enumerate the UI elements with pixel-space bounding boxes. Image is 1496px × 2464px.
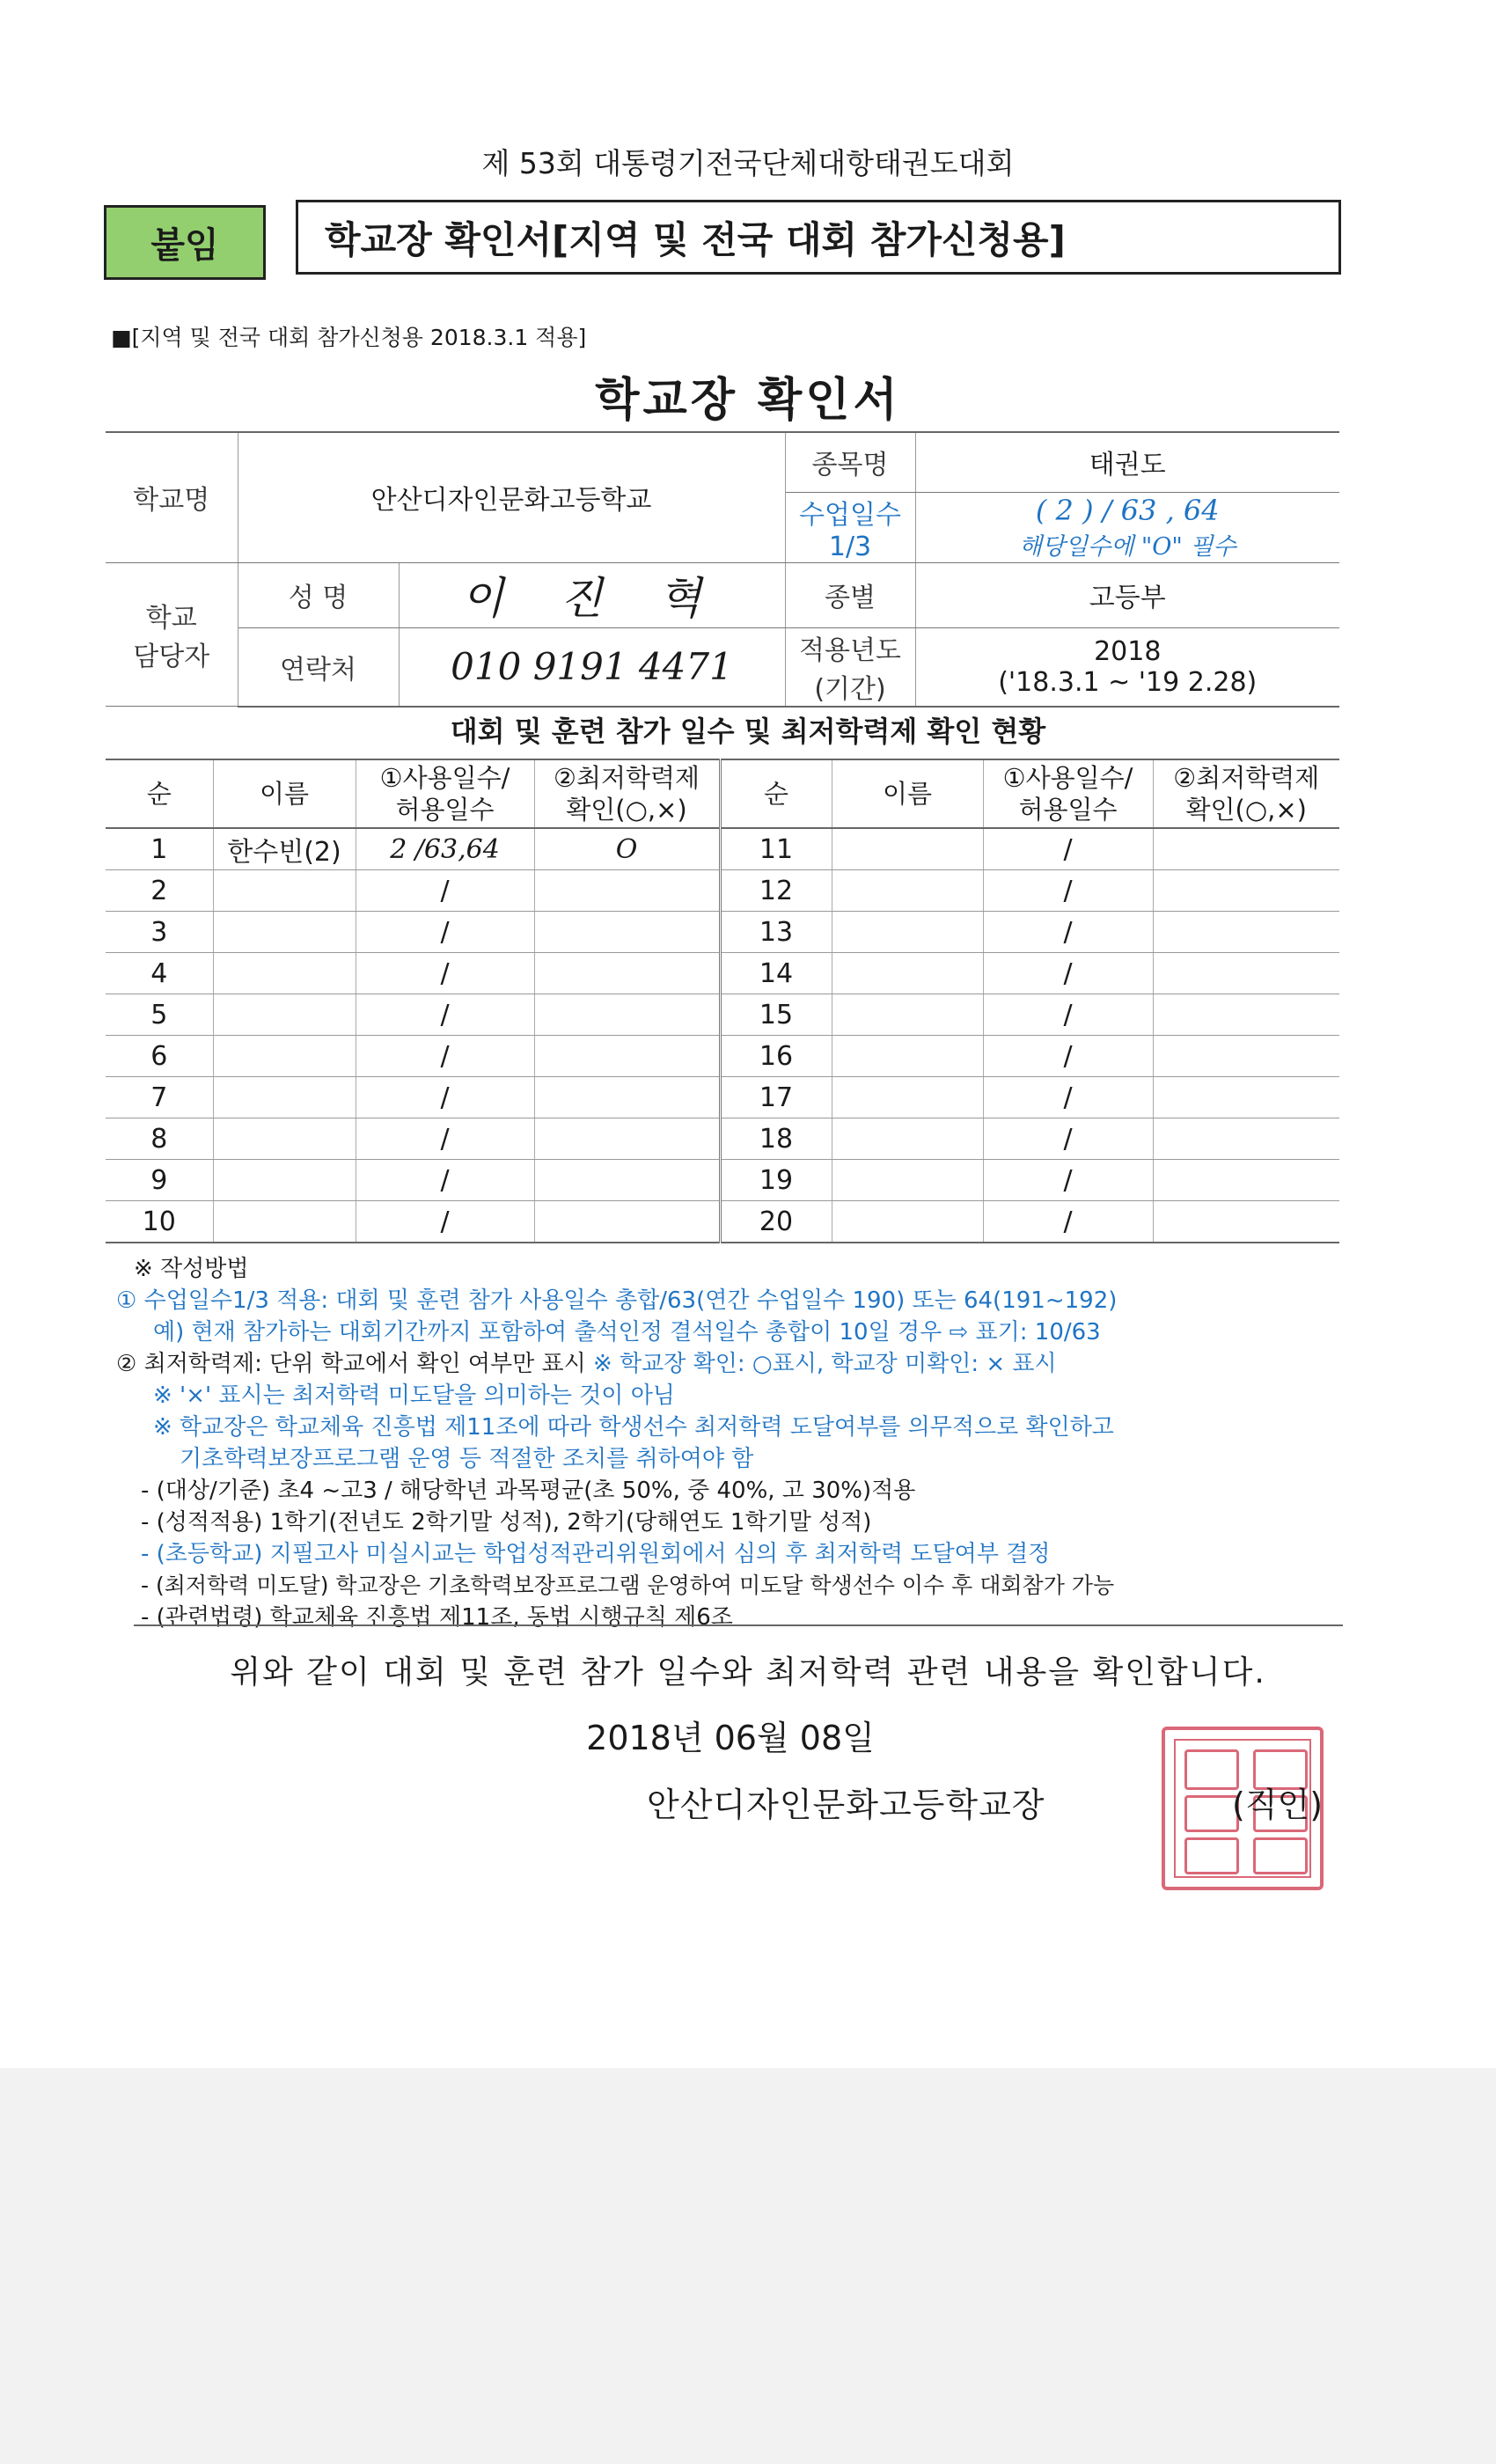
class-days-value: ( 2 ) / 63 , 64 해당일수에 "O" 필수	[915, 492, 1339, 562]
scan-background	[0, 2068, 1496, 2464]
header-days: ①사용일수/ 허용일수	[983, 759, 1153, 828]
note-dash-3: - (초등학교) 지필고사 미실시교는 학업성적관리위원회에서 심의 후 최저학력 도달여부 결정	[141, 1541, 1051, 1567]
class-days-label: 수업일수 1/3	[785, 492, 915, 562]
instructions	[116, 1253, 1366, 1633]
contact-label: 연락처	[238, 627, 399, 707]
table-row: 8 / 18 /	[106, 1118, 1339, 1160]
principal-title: 안산디자인문화고등학교장	[647, 1786, 1045, 1824]
header-no: 순	[106, 759, 213, 828]
status-title: 대회 및 훈련 참가 일수 및 최저학력제 확인 현황	[450, 715, 1046, 748]
table-row: 10 / 20 /	[106, 1201, 1339, 1243]
info-table	[106, 431, 1339, 708]
name-value: 이 진 혁	[399, 562, 785, 627]
school-label: 학교명	[106, 432, 238, 562]
note-1a: ① 수업일수1/3 적용: 대회 및 훈련 참가 사용일수 총합/63(연간 수업일수 190) 또는 64(191~192)	[116, 1287, 1118, 1314]
issue-date: 2018년 06월 08일	[586, 1719, 875, 1757]
seal-label: (직인)	[1232, 1786, 1324, 1824]
note-2c: ※ '×' 표시는 최저학력 미도달을 의미하는 것이 아님	[153, 1382, 675, 1409]
manager-label: 학교 담당자	[106, 562, 238, 707]
name-label: 성 명	[238, 562, 399, 627]
table-row: 2 / 12 /	[106, 870, 1339, 912]
category-value: 고등부	[915, 562, 1339, 627]
table-row: 3 / 13 /	[106, 912, 1339, 953]
note-dash-5: - (관련법령) 학교체육 진흥법 제11조, 동법 시행규칙 제6조	[141, 1604, 733, 1631]
table-row: 5 / 15 /	[106, 994, 1339, 1036]
note-2e: 기초학력보장프로그램 운영 등 적절한 조치를 취하여야 함	[180, 1446, 754, 1472]
note-2d: ※ 학교장은 학교체육 진흥법 제11조에 따라 학생선수 최저학력 도달여부를 의무적으로 확인하고	[153, 1414, 1114, 1441]
notes-heading: ※ 작성방법	[134, 1256, 249, 1282]
document-title: 학교장 확인서	[595, 374, 901, 427]
table-row: 6 / 16 /	[106, 1036, 1339, 1077]
year-label: 적용년도 (기간)	[785, 627, 915, 707]
status-table	[106, 759, 1339, 1243]
event-title: 제 53회 대통령기전국단체대항태권도대회	[481, 146, 1015, 180]
table-row: 1 한수빈(2) 2 /63,64 O 11 /	[106, 828, 1339, 870]
table-row: 9 / 19 /	[106, 1160, 1339, 1201]
sport-value: 태권도	[915, 432, 1339, 492]
contact-value: 010 9191 4471	[399, 627, 785, 707]
header-no: 순	[720, 759, 832, 828]
header-days: ①사용일수/ 허용일수	[356, 759, 534, 828]
header-check: ②최저학력제 확인(○,×)	[534, 759, 720, 828]
year-value: 2018 ('18.3.1 ~ '19 2.28)	[915, 627, 1339, 707]
table-row: 7 / 17 /	[106, 1077, 1339, 1118]
sport-label: 종목명	[785, 432, 915, 492]
header-check: ②최저학력제 확인(○,×)	[1153, 759, 1339, 828]
header-title: 학교장 확인서[지역 및 전국 대회 참가신청용]	[296, 200, 1341, 275]
confirmation-statement: 위와 같이 대회 및 훈련 참가 일수와 최저학력 관련 내용을 확인합니다.	[230, 1654, 1266, 1690]
school-name: 안산디자인문화고등학교	[238, 432, 785, 562]
table-row: 4 / 14 /	[106, 953, 1339, 994]
category-label: 종별	[785, 562, 915, 627]
note-2a: ② 최저학력제: 단위 학교에서 확인 여부만 표시 ※ 학교장 확인: ○표시, 학교장 미확인: × 표시	[116, 1351, 1057, 1377]
note-dash-2: - (성적적용) 1학기(전년도 2학기말 성적), 2학기(당해연도 1학기말 성적)	[141, 1509, 872, 1536]
note-dash-4: - (최저학력 미도달) 학교장은 기초학력보장프로그램 운영하여 미도달 학생선수 이수 후 대회참가 가능	[141, 1573, 1115, 1598]
note-1b: 예) 현재 참가하는 대회기간까지 포함하여 출석인정 결석일수 총합이 10일 경우 ⇨ 표기: 10/63	[153, 1319, 1101, 1346]
header-name: 이름	[213, 759, 356, 828]
note-dash-1: - (대상/기준) 초4 ~고3 / 해당학년 과목평균(초 50%, 중 40%, 고 30%)적용	[141, 1478, 916, 1504]
header-name: 이름	[832, 759, 983, 828]
attachment-badge: 붙임	[104, 205, 266, 280]
form-note: ■[지역 및 전국 대회 참가신청용 2018.3.1 적용]	[111, 325, 587, 350]
divider	[134, 1624, 1343, 1626]
